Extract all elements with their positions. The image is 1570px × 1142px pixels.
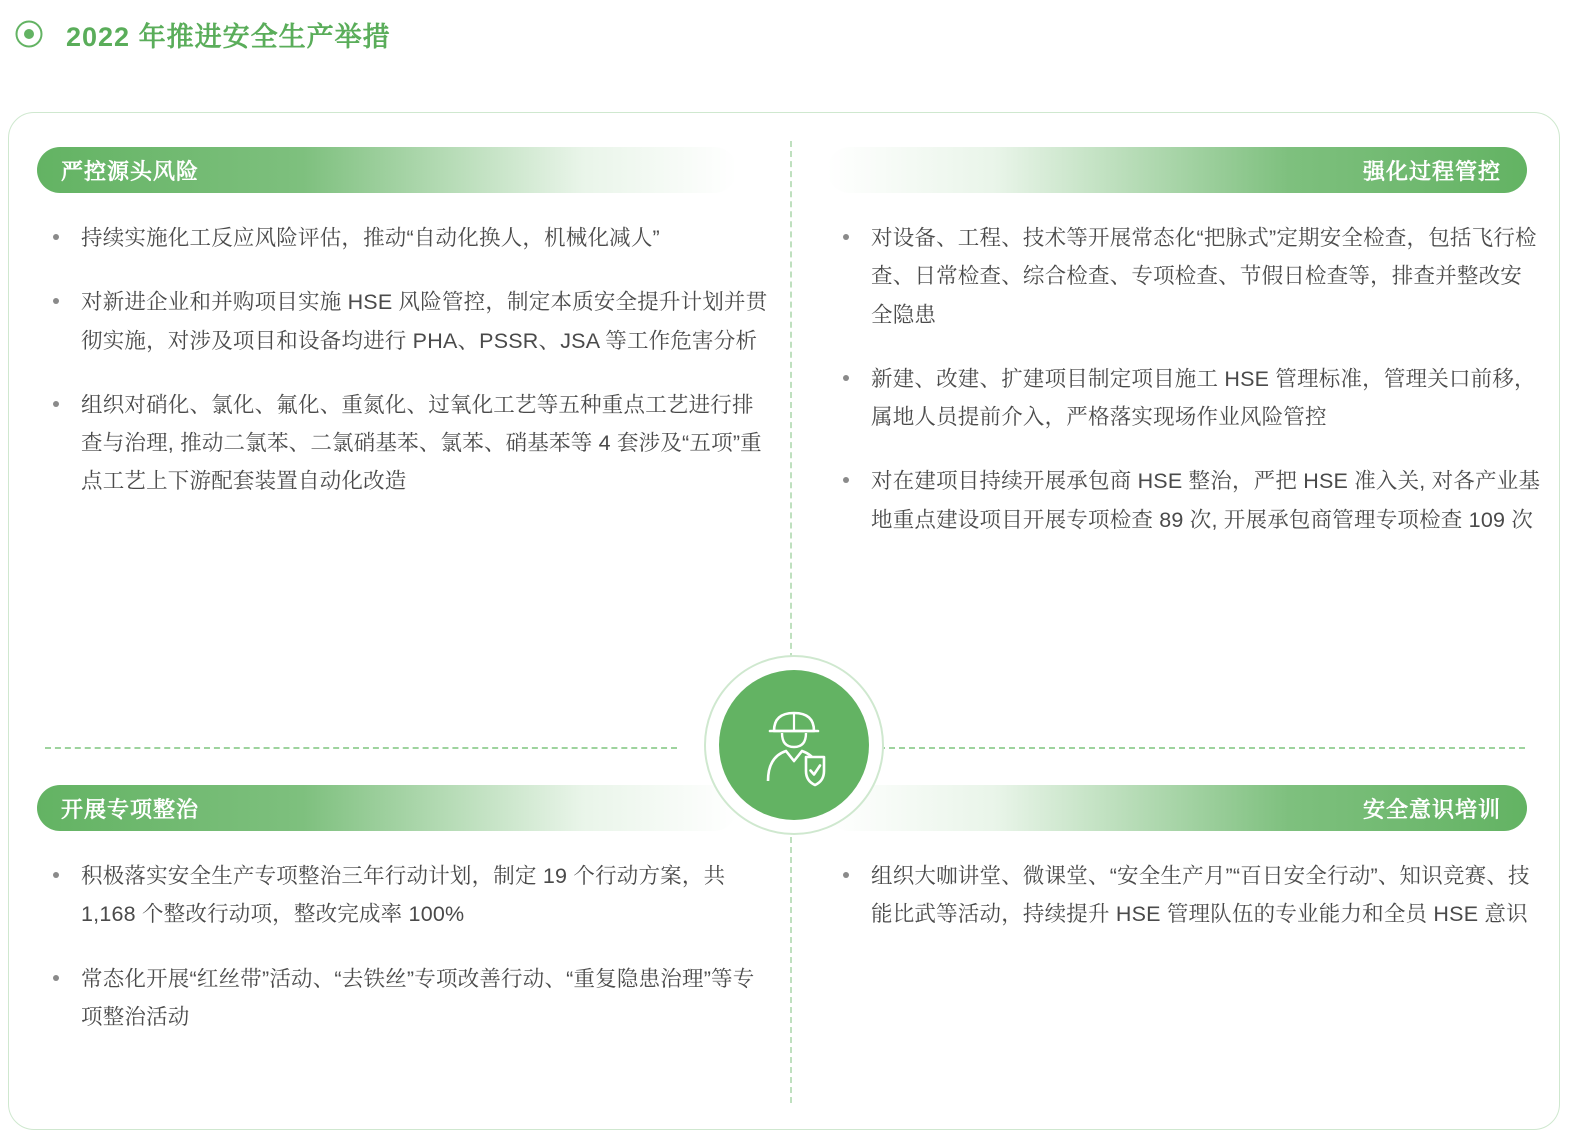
list-item bbox=[827, 360, 1543, 437]
list-item bbox=[37, 857, 771, 934]
horizontal-divider-left bbox=[45, 747, 677, 749]
quadrant-title-pill-safety-awareness-training bbox=[827, 785, 1527, 831]
list-item-text: 新建、改建、扩建项目制定项目施工 HSE 管理标准，管理关口前移，属地人员提前介入，严格落实现场作业风险管控 bbox=[871, 366, 1536, 430]
bullet-dot-icon bbox=[53, 234, 59, 240]
bullet-dot-icon bbox=[843, 477, 849, 483]
bullet-dot-icon bbox=[843, 375, 849, 381]
list-item bbox=[37, 386, 771, 501]
bullet-dot-icon bbox=[53, 298, 59, 304]
quadrant-process-control bbox=[827, 147, 1541, 539]
quadrant-title-label: 强化过程管控 bbox=[1362, 158, 1501, 184]
bullet-list-safety-awareness-training bbox=[827, 857, 1530, 934]
bullet-dot-icon bbox=[53, 401, 59, 407]
quadrant-safety-awareness-training bbox=[827, 785, 1530, 934]
target-icon bbox=[14, 19, 44, 49]
list-item bbox=[827, 219, 1543, 334]
quadrant-title-label: 安全意识培训 bbox=[1362, 796, 1501, 822]
list-item-text: 组织对硝化、氯化、氟化、重氮化、过氧化工艺等五种重点工艺进行排查与治理, 推动二氯苯、二氯硝基苯、氯苯、硝基苯等 4 套涉及“五项”重点工艺上下游配套装置自动化改造 bbox=[81, 392, 762, 494]
list-item-text: 常态化开展“红丝带”活动、“去铁丝”专项改善行动、“重复隐患治理”等专项整治活动 bbox=[81, 966, 755, 1029]
center-badge bbox=[704, 655, 884, 835]
measures-panel bbox=[8, 112, 1560, 1130]
list-item bbox=[37, 283, 771, 360]
list-item bbox=[827, 462, 1543, 539]
bullet-dot-icon bbox=[843, 234, 849, 240]
page-header bbox=[0, 0, 1570, 58]
list-item-text: 积极落实安全生产专项整治三年行动计划，制定 19 个行动方案，共 1,168 个整改行动项，整改完成率 100% bbox=[81, 864, 726, 927]
bullet-dot-icon bbox=[53, 872, 59, 878]
bullet-list-source-risk-control bbox=[37, 219, 768, 501]
bullet-list-special-rectification bbox=[37, 857, 761, 1036]
vertical-divider-top bbox=[790, 141, 792, 669]
list-item-text: 对设备、工程、技术等开展常态化“把脉式”定期安全检查，包括飞行检查、日常检查、综合检查、专项检查、节假日检查等，排查并整改安全隐患 bbox=[871, 226, 1537, 327]
bullet-list-process-control bbox=[827, 219, 1541, 539]
list-item bbox=[37, 960, 771, 1037]
list-item-text: 组织大咖讲堂、微课堂、“安全生产月”“百日安全行动”、知识竞赛、技能比武等活动，持续提升 HSE 管理队伍的专业能力和全员 HSE 意识 bbox=[871, 864, 1530, 927]
safety-worker-icon bbox=[719, 670, 869, 820]
page-title: 2022 年推进安全生产举措 bbox=[66, 21, 391, 52]
quadrant-title-pill-source-risk-control bbox=[37, 147, 737, 193]
list-item bbox=[37, 219, 771, 257]
quadrant-title-label: 严控源头风险 bbox=[61, 158, 200, 184]
list-item-text: 对在建项目持续开展承包商 HSE 整治，严把 HSE 准入关, 对各产业基地重点建设项目开展专项检查 89 次, 开展承包商管理专项检查 109 次 bbox=[871, 469, 1541, 532]
list-item-text: 对新进企业和并购项目实施 HSE 风险管控，制定本质安全提升计划并贯彻实施，对涉及项目和设备均进行 PHA、PSSR、JSA 等工作危害分析 bbox=[81, 290, 768, 353]
quadrant-special-rectification bbox=[37, 785, 761, 1036]
bullet-dot-icon bbox=[53, 975, 59, 981]
bullet-dot-icon bbox=[843, 872, 849, 878]
quadrant-source-risk-control bbox=[37, 147, 768, 501]
list-item-text: 持续实施化工反应风险评估，推动“自动化换人，机械化减人” bbox=[81, 226, 660, 250]
quadrant-title-label: 开展专项整治 bbox=[61, 796, 200, 822]
quadrant-title-pill-process-control bbox=[827, 147, 1527, 193]
list-item bbox=[827, 857, 1543, 934]
quadrant-title-pill-special-rectification bbox=[37, 785, 737, 831]
